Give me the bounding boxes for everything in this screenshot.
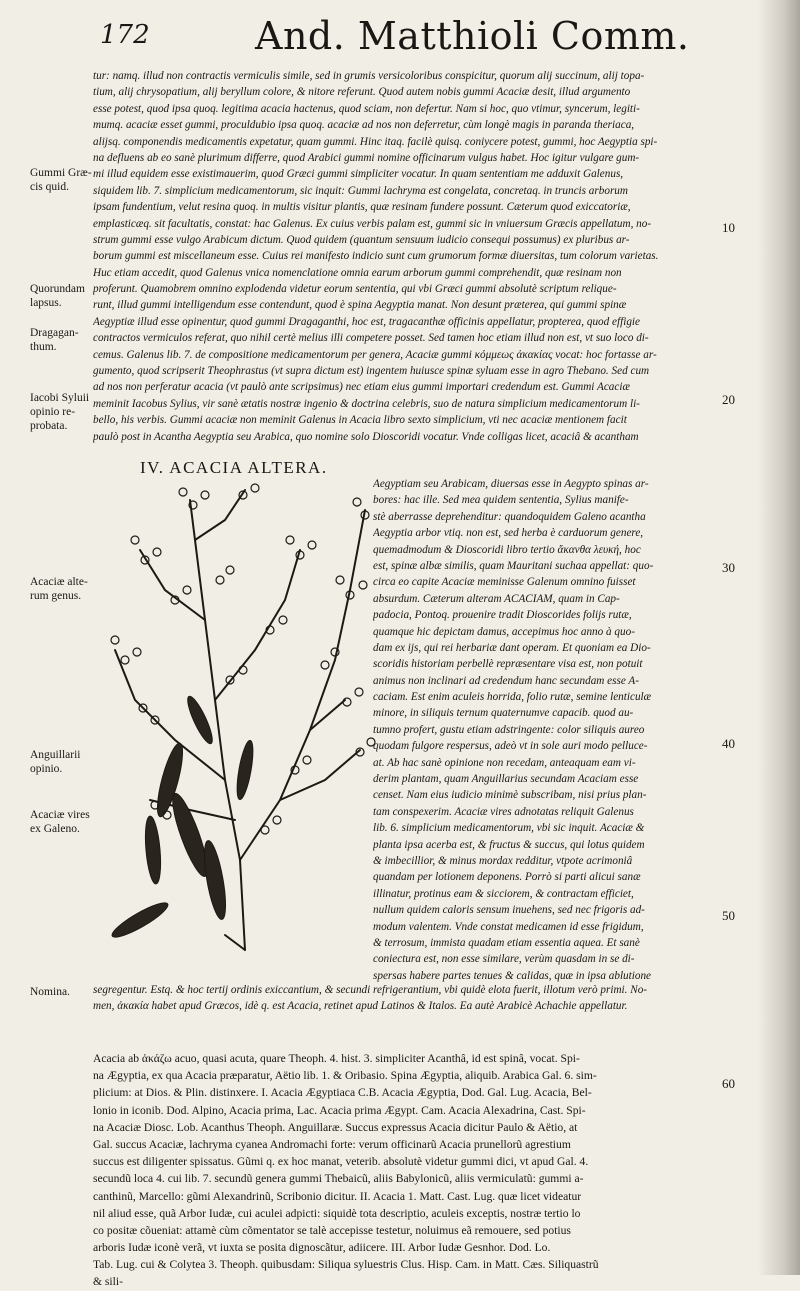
margin-note: Iacobi Syluii opinio re- probata.	[30, 392, 90, 432]
text-line: at. Ab hac sanè opinione non recedam, anteaquam eam vi-	[373, 756, 636, 769]
text-line: nullum quidem caloris sensum inuehens, sed nec frigoris ad-	[373, 904, 645, 917]
line-number: 50	[722, 908, 735, 923]
text-line: stè aberrasse deprehenditur: quandoquidem Galeno acantha	[373, 510, 646, 523]
text-line: planta ipsa acerba est, & fructus & succus, qui lotus quidem	[373, 838, 645, 851]
text-line: quodam fulgore respersus, adeò vt in sole auri modo pelluce-	[373, 740, 648, 753]
margin-note: Acaciæ vires ex Galeno.	[30, 809, 90, 835]
text-line: circa eo capite Acaciæ meminisse Galenum omnino fuisset	[373, 576, 636, 589]
right-column-text	[373, 476, 723, 984]
page-number: 172	[100, 20, 150, 50]
text-line: Tab. Lug. cui & Colytea 3. Theoph. quibusdam: Siliqua syluestris Clus. Hisp. Cam. in Matt. Cæs. Siliquastrũ	[93, 1258, 599, 1272]
text-line: mumq. acaciæ esset gummi, proculdubio ipsa quoq. acaciæ ad nos non deferretur, cùm longè magis in paranda theriaca,	[93, 119, 635, 132]
margin-note: Dragagan- thum.	[30, 327, 79, 353]
text-line: quandam per lotionem deponens. Porrò si parti alicui sanæ	[373, 871, 641, 884]
text-line: secundũ loca 4. cui lib. 7. secundũ genera gummi Thebaicũ, aliis Babylonicũ, aliis vermiculatũ: gummi a-	[93, 1172, 584, 1186]
line-number: 10	[722, 220, 735, 235]
text-line: Acacia ab ἀκάζω acuo, quasi acuta, quare Theoph. 4. hist. 3. simpliciter Acanthâ, id est spinâ, vocat. Spi-	[93, 1052, 580, 1065]
text-line: meminit Iacobus Sylius, vir sanè ætatis nostræ ingenio & doctrina celebris, suo de natura simplicium medicamentorum li-	[93, 397, 640, 410]
text-line: est, spinæ albæ similis, quam Mauritani suchaa appellat: quo-	[373, 559, 654, 572]
text-line: contractos vermiculos referat, quo nihil certè melius illi competere posset. Sed tamen hoc etiam illud non est, vt suo loco di-	[93, 332, 649, 345]
text-line: quemadmodum & Dioscoridi libro tertio ἄκανθα λευκή, hoc	[373, 543, 641, 556]
margin-note: Gummi Græ- cis quid.	[30, 167, 92, 193]
text-line: Gal. succus Acaciæ, lachryma cyanea Andromachi forte: verum officinarũ Acacia prunellorũ agrestium	[93, 1137, 571, 1151]
text-line: na Acaciæ Diosc. Lob. Acanthus Theoph. Anguillaræ. Succus expressus Acacia dicitur Paulo & Aëtio, at	[93, 1120, 578, 1134]
text-line: plicium: at Dios. & Plin. distinxere. I. Acacia Ægyptiaca C.B. Acacia Ægyptia, Dod. Gal. Lug. Acacia, Bel-	[93, 1086, 592, 1100]
text-line: coniectura est, non esse similare, verùm quasdam in se di-	[373, 953, 635, 966]
text-line: Aegyptia arbor vtiq. non est, sed herba è carduorum genere,	[373, 527, 644, 540]
editorial-notes	[93, 1050, 721, 1291]
figure-title: IV. ACACIA ALTERA.	[140, 458, 328, 477]
text-line: spersas habere partes tenues & calidas, quæ in ipsa ablutione	[373, 969, 652, 982]
text-line: modum valentem. Vnde constat medicamen id esse frigidum,	[373, 920, 644, 933]
text-line: ipsam fundentium, velut resina quoq. in multis visitur plantis, quæ resinam fundere possunt. Cæterum quod exiccatoriæ,	[93, 201, 631, 214]
page-edge-shadow	[758, 0, 800, 1275]
text-line: lonio in iconib. Dod. Alpino, Acacia prima, Lac. Acacia prima Ægypt. Cam. Acacia Alexadrina, Cast. Spi-	[93, 1103, 586, 1117]
bottom-text-block	[93, 982, 721, 1015]
text-line: succus est diligenter spissatus. Gũmi q. ex hoc manat, veterib. absolutè videtur gummi dici, vt apud Gal. 4.	[93, 1155, 589, 1169]
margin-note: Acaciæ alte- rum genus.	[30, 576, 88, 602]
text-line: tumno profert, gustu etiam adstringente: color siliquis aureo	[373, 723, 645, 736]
text-line: derim plantam, quam Anguillarius secundam Acaciam esse	[373, 773, 639, 786]
text-line: esse potest, quod ipsa quoq. legitima acacia hactenus, quod sciam, non defertur. Nam si hoc, quo vtimur, syncerum, legiti-	[93, 102, 640, 115]
running-head: And. Matthioli Comm.	[255, 14, 690, 58]
text-line: scoridis historiam perbellè repræsentare visa est, non potuit	[373, 658, 643, 671]
text-line: illinatur, protinus eam & sicciorem, & contractam efficiet,	[373, 887, 634, 900]
margin-note: Nomina.	[30, 986, 70, 998]
text-line: strum gummi esse vulgo Arabicum dictum. Quod quidem (quantum sensuum iudicio consequi possumus) ex pluribus ar-	[93, 233, 630, 246]
text-line: alijsq. componendis medicamentis expetatur, quam gummi. Hinc itaq. facilè quisq. coniycere potest, gummi, hoc Aegyptia spi-	[93, 135, 658, 148]
text-line: & terrosum, immista quadam etiam essentia aquea. Et sanè	[373, 936, 640, 949]
text-line: nil aliud esse, quã Arbor Iudæ, cui aculei adpicti: siquidè tota descriptio, aculeis exceptis, nostræ tertio lo	[93, 1206, 581, 1220]
text-line: dam ex ijs, qui rei herbariæ dant operam. Et quoniam ea Dio-	[373, 641, 651, 654]
text-line: bello, his verbis. Gummi acaciæ non meminit Galenus in Acacia libro sexto simplicium, vti nec acaciæ mentionem facit	[93, 414, 627, 427]
text-line: lib. 6. simplicium medicamentorum, vbi sic inquit. Acaciæ &	[373, 822, 645, 835]
line-number: 30	[722, 560, 735, 575]
line-number: 60	[722, 1076, 735, 1091]
text-line: caciam. Est enim aculeis horrida, folio rutæ, semine lenticulæ	[373, 691, 652, 704]
text-line: canthinũ, Marcello: gũmi Alexandrinũ, Scribonio dicitur. II. Acacia 1. Matt. Cast. Lug. quæ licet videatur	[93, 1189, 582, 1203]
main-text-block	[93, 68, 721, 445]
text-line: emplasticæq. sit facultatis, constat: hac Galenus. Ex cuius verbis palam est, gummi sic in vniuersum Græcis appellatum, no-	[93, 217, 652, 230]
text-line: bores: hac ille. Sed mea quidem sententia, Sylius manife-	[373, 494, 629, 507]
text-line: arboris Iudæ iconè verã, vt iuxta se posita dignoscãtur, adiicere. III. Arbor Iudæ Gesnhor. Dod. Lo.	[93, 1241, 551, 1255]
text-line: gumento, quod scripserit Theophrastus (vt supra dictum est) ingentem huiusce spinæ syluam esse in agro Thebano. Sed cum	[93, 365, 650, 378]
text-line: co positæ cõueniat: attamè cùm cõmentator se talè accepisse testetur, noluimus eã remouere, sed potius	[93, 1223, 571, 1237]
margin-note: Quorundam lapsus.	[30, 283, 85, 309]
line-number: 40	[722, 736, 735, 751]
line-number: 20	[722, 392, 735, 407]
text-line: runt, illud gummi intelligendum esse contendunt, quod è spina Aegyptia manat. Non desunt præterea, qui gummi spinæ	[93, 299, 627, 312]
text-line: na defluens ab eo sanè plurimum differre, quod Arabici gummi nomine officinarum vulgus habet. Hoc igitur vulgare gum-	[93, 151, 640, 164]
text-line: proferunt. Quamobrem omnino explodenda videtur eorum sententia, qui vbi Græci gummi absolutè scriptum relique-	[93, 283, 617, 296]
text-line: tium, alij chrysopatium, alij beryllum colore, & nitore referunt. Quod autem nobis gummi Acaciæ desit, illud argumento	[93, 86, 631, 99]
text-line: & sili-	[93, 1275, 123, 1289]
text-line: censet. Nam eius iudicio minimè subscribam, nisi prius plan-	[373, 789, 647, 802]
text-line: minore, in siliquis ternum quaternumve capacib. quod au-	[373, 707, 634, 720]
text-line: borum gummi est miscellaneum esse. Cuius rei manifesto indicio sunt cum grumorum formæ diuersitas, tum colorum varietas.	[93, 250, 659, 263]
text-line: Aegyptiam seu Arabicam, diuersas esse in Aegypto spinas ar-	[373, 478, 649, 490]
text-line: paulò post in Acantha Aegyptia seu Arabica, quo nomine solo Dioscoridi vocatur. Vnde colligas licet, acaciâ & acantham	[93, 430, 639, 443]
margin-note: Anguillarii opinio.	[30, 749, 81, 775]
text-line: quamque hic depictam damus, accepimus hoc anno à quo-	[373, 625, 635, 638]
text-line: tam conspexerim. Acaciæ vires adnotatas reliquit Galenus	[373, 805, 634, 818]
text-line: padocia, Pontoq. prouenire tradit Dioscorides folijs rutæ,	[373, 609, 632, 622]
text-line: na Ægyptia, ex qua Acacia præparatur, Aëtio lib. 1. & Oribasio. Spina Ægyptia, aliquib. Arabica Gal. 6. sim-	[93, 1069, 597, 1083]
text-line: absurdum. Cæterum alteram ACACIAM, quam in Cap-	[373, 592, 620, 605]
acacia-plant-woodcut	[95, 480, 380, 960]
text-line: animus non inclinari ad credendum hanc secundam esse A-	[373, 674, 639, 687]
text-line: siquidem lib. 7. simplicium medicamentorum, sic inquit: Gummi lachryma est congelata, concretaq. in truncis arborum	[93, 184, 628, 197]
text-line: segregentur. Estq. & hoc tertij ordinis exiccantium, & secundi refrigerantium, vbi quidè elota fuerit, illotum verò primi. No-	[93, 984, 648, 996]
text-line: mi illud equidem esse existimauerim, quod Græci gummi simpliciter vocatur. In quam sententiam me adduxit Galenus,	[93, 168, 624, 181]
text-line: men, ἀκακία habet apud Græcos, idè q. est Acacia, retinet apud Latinos & Italos. Ea autè Arabicè Achachie appellatur.	[93, 1000, 628, 1013]
text-line: Huc etiam accedit, quod Galenus vnica nomenclatione omnia earum arborum gummi comprehendit, quæ resinam non	[93, 266, 622, 279]
text-line: tur: namq. illud non contractis vermiculis simile, sed in grumis versicoloribus conspicitur, quorum alij succinum, alij topa-	[93, 70, 645, 82]
text-line: Aegyptiæ illud esse opinentur, quod gummi Dragaganthi, hoc est, tragacanthæ officinis appellatur, propterea, quod effigie	[93, 315, 641, 328]
text-line: ad nos non perferatur acacia (vt paulò ante scripsimus) nec etiam eius gummi importari credendum est. Gummi Acaciæ	[93, 381, 630, 394]
text-line: & imbecillior, & minus mordax redditur, vtpote acrimoniâ	[373, 854, 633, 867]
text-line: cemus. Galenus lib. 7. de compositione medicamentorum per genera, Acaciæ gummi κόμμεως ἀκακίας vocat: hoc fortasse ar-	[93, 348, 657, 361]
